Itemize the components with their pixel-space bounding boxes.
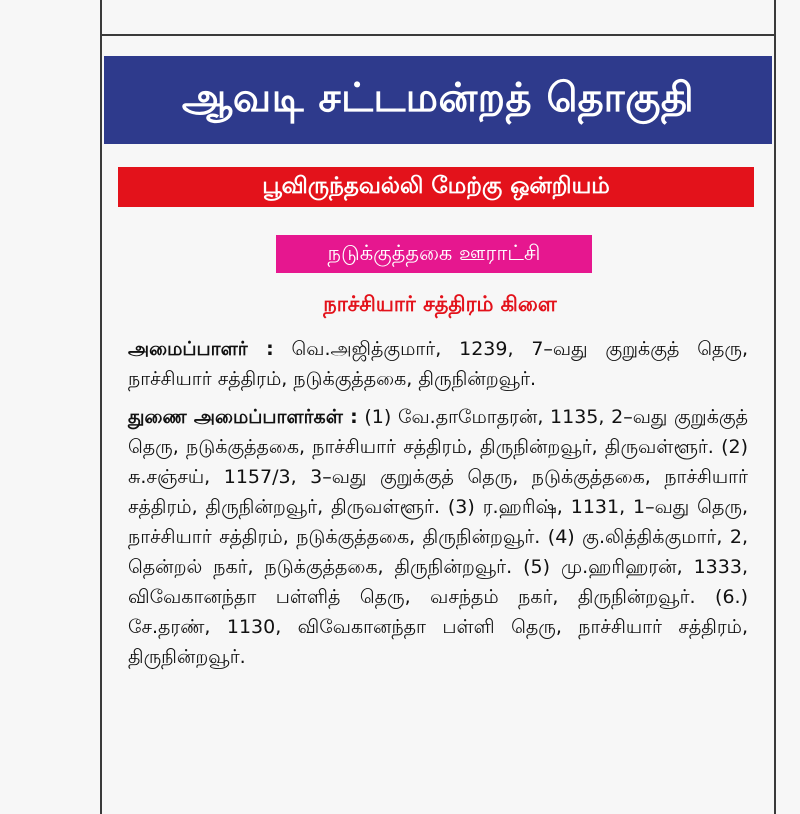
article-body [128,334,748,680]
organizer-text: வெ.அஜித்குமார், 1239, 7–வது குறுக்குத் தெரு, நாச்சியார் சத்திரம், நடுக்குத்தகை, திருநின்றவூர். [128,338,749,390]
column-divider-left [100,0,102,814]
top-divider [100,34,776,36]
panchayat-heading: நடுக்குத்தகை ஊராட்சி [276,235,592,273]
branch-heading: நாச்சியார் சத்திரம் கிளை [323,292,557,316]
deputy-organizers-paragraph [128,402,748,672]
page-margin-right [776,0,800,814]
constituency-banner: ஆவடி சட்டமன்றத் தொகுதி [104,56,772,144]
deputy-organizers-text: (1) வே.தாமோதரன், 1135, 2–வது குறுக்குத் தெரு, நடுக்குத்தகை, நாச்சியார் சத்திரம், திருநின்றவூர், திருவள்ளூர். (2) சு.சஞ்சய், 1157/3, 3–வது குறுக்குத் தெரு, நடுக்குத்தகை, நாச்சியார் சத்திரம், திருநின்றவூர், திருவள்ளூர். (3) ர.ஹரிஷ், 1131, 1–வது தெரு, நாச்சியார் சத்திரம், நடுக்குத்தகை, திருநின்றவூர். (4) கு.லித்திக்குமார், 2, தென்றல் நகர், நடுக்குத்தகை, திருநின்றவூர். (5) மு.ஹரிஹரன், 1333, விவேகானந்தா பள்ளித் தெரு, வசந்தம் நகர், திருநின்றவூர். (6.) சே.தரண், 1130, விவேகானந்தா பள்ளி தெரு, நாச்சியார் சத்திரம், திருநின்றவூர். [128,406,748,668]
organizer-paragraph [128,334,748,394]
deputy-organizers-label: துணை அமைப்பாளர்கள் : [128,406,358,428]
page-margin-left [0,0,100,814]
organizer-label: அமைப்பாளர் : [128,338,274,360]
union-heading: பூவிருந்தவல்லி மேற்கு ஒன்றியம் [118,167,754,207]
